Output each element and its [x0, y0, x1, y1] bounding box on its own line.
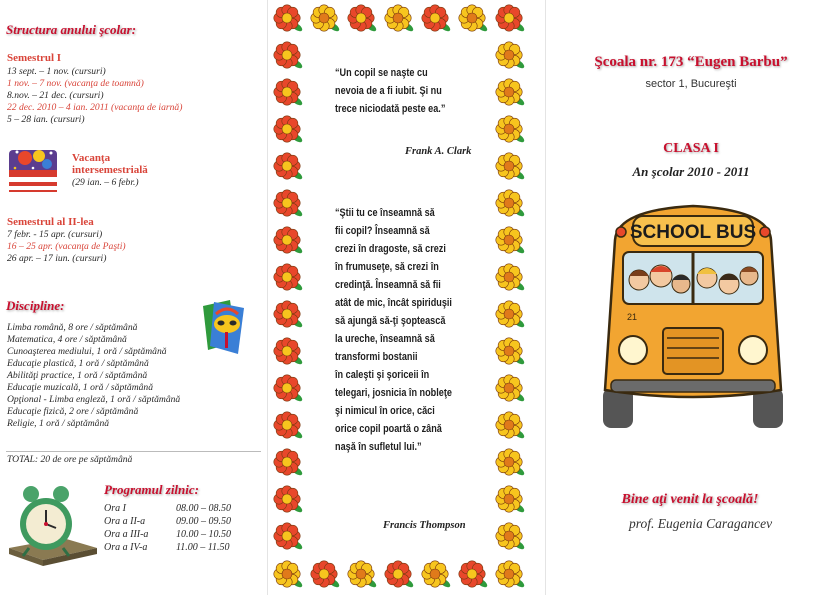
- flower-icon: [274, 449, 304, 477]
- flower-icon: [274, 301, 304, 329]
- semester1-line: 8.nov. – 21 dec. (cursuri): [7, 90, 104, 101]
- program-hour: Ora a II-a: [104, 516, 146, 527]
- quote-1: [335, 64, 445, 118]
- school-name: Şcoala nr. 173 “Eugen Barbu”: [594, 54, 788, 70]
- flower-icon: [496, 5, 526, 33]
- program-interval: 11.00 – 11.50: [176, 542, 230, 553]
- quote-line: atât de mic, încât spiriduşii: [335, 297, 452, 309]
- discipline-item: Abilităţi practice, 1 oră / săptămână: [7, 370, 148, 381]
- school-sector: sector 1, Bucureşti: [645, 78, 737, 90]
- flower-icon: [274, 227, 304, 255]
- quote-2: [335, 204, 452, 456]
- bus-light: [760, 227, 770, 237]
- flower-icon: [459, 5, 489, 33]
- quote-line: crezi în dragoste, să crezi: [335, 243, 446, 255]
- bus-headlight-right: [739, 336, 767, 364]
- flower-icon: [496, 486, 526, 514]
- discipline-item: Religie, 1 oră / săptămână: [7, 418, 110, 429]
- flower-icon: [459, 561, 489, 589]
- flower-icon: [274, 412, 304, 440]
- flower-icon: [311, 561, 341, 589]
- flower-icon: [422, 5, 452, 33]
- discipline-item: Limba română, 8 ore / săptămână: [7, 322, 138, 333]
- teacher-name: prof. Eugenia Caragancev: [629, 516, 773, 531]
- bus-bumper: [611, 380, 775, 392]
- flower-icon: [274, 338, 304, 366]
- quote-line: “Un copil se naşte cu: [335, 67, 428, 79]
- program-interval: 10.00 – 10.50: [176, 529, 231, 540]
- bus-grille: [663, 328, 723, 374]
- quote-line: în caleşti şi şoriceii în: [335, 369, 430, 381]
- discipline-item: Opţional - Limba engleză, 1 oră / săptămână: [7, 394, 181, 405]
- flower-icon: [274, 190, 304, 218]
- flower-icon: [385, 561, 415, 589]
- right-panel: [545, 0, 834, 595]
- table-row: [104, 541, 231, 554]
- flower-icon: [496, 523, 526, 551]
- bus-number: 21: [627, 312, 638, 322]
- program-hour: Ora a III-a: [104, 529, 149, 540]
- flower-icon: [311, 5, 341, 33]
- program-hour: Ora I: [104, 503, 126, 514]
- semester1-line: 1 nov. – 7 nov. (vacanţa de toamnă): [7, 78, 144, 89]
- flower-icon: [496, 561, 526, 589]
- program-interval: 09.00 – 09.50: [176, 516, 231, 527]
- quote-line: şi nimicul în orice, căci: [335, 405, 435, 417]
- flower-icon: [348, 5, 378, 33]
- flower-icon: [385, 5, 415, 33]
- structure-title: Structura anului şcolar:: [6, 22, 137, 37]
- quote-1-author: Frank A. Clark: [405, 146, 472, 157]
- quote-line: naşă în sufletul lui.”: [335, 441, 422, 453]
- class-name: CLASA I: [663, 141, 719, 156]
- middle-panel: [267, 0, 545, 595]
- flower-icon: [348, 561, 378, 589]
- flower-icon: [496, 338, 526, 366]
- semester1-title: Semestrul I: [7, 52, 62, 64]
- flower-icon: [274, 79, 304, 107]
- bus-headlight-left: [619, 336, 647, 364]
- alarm-clock-icon: [3, 482, 99, 566]
- intersemester-block: [72, 152, 182, 189]
- balloons-flag-icon: [5, 144, 63, 196]
- program-title: Programul zilnic:: [104, 482, 199, 497]
- quote-line: să ajungă să-ţi şoptească: [335, 315, 446, 327]
- flower-icon: [274, 486, 304, 514]
- flower-icon: [274, 42, 304, 70]
- flower-icon: [496, 227, 526, 255]
- flower-icon: [496, 449, 526, 477]
- semester2-line: 26 apr. – 17 iun. (cursuri): [7, 253, 107, 264]
- quote-line: nevoia de a fi iubit. Şi nu: [335, 85, 442, 97]
- flower-icon: [274, 523, 304, 551]
- semester2-line: 16 – 25 apr. (vacanţa de Paşti): [7, 241, 126, 252]
- flower-icon: [274, 264, 304, 292]
- semester1-line: 5 – 28 ian. (cursuri): [7, 114, 85, 125]
- flower-icon: [496, 153, 526, 181]
- left-panel: [0, 0, 267, 595]
- quote-line: credinţă. Înseamnă să fii: [335, 279, 441, 291]
- flower-icon: [274, 116, 304, 144]
- flower-icon: [496, 264, 526, 292]
- school-year: An şcolar 2010 - 2011: [632, 164, 750, 179]
- quote-line: fii copil? Înseamnă să: [335, 225, 430, 237]
- school-bus-illustration: [597, 200, 789, 440]
- discipline-item: Educaţie fizică, 2 ore / săptămână: [7, 406, 139, 417]
- table-row: [104, 502, 231, 515]
- flower-icon: [422, 561, 452, 589]
- program-table: [104, 502, 231, 554]
- flower-icon: [496, 412, 526, 440]
- flower-icon: [274, 153, 304, 181]
- flower-icon: [496, 42, 526, 70]
- total-hours: TOTAL: 20 de ore pe săptămână: [7, 454, 133, 465]
- intersemester-dates: (29 ian. – 6 febr.): [72, 177, 139, 188]
- flower-icon: [496, 116, 526, 144]
- divider: [6, 451, 261, 452]
- disciplines-list: [7, 322, 180, 430]
- program-interval: 08.00 – 08.50: [176, 503, 231, 514]
- intersemester-title: Vacanţa intersemestrială: [72, 152, 148, 176]
- disciplines-title: Discipline:: [6, 298, 65, 313]
- carnival-mask-icon: [200, 298, 246, 356]
- discipline-item: Matematica, 4 ore / săptămână: [7, 334, 127, 345]
- discipline-item: Educaţie plastică, 1 oră / săptămână: [7, 358, 149, 369]
- quote-line: transformi bostanii: [335, 351, 418, 363]
- semester1-line: 22 dec. 2010 – 4 ian. 2011 (vacanţa de iarnă): [7, 102, 183, 113]
- discipline-item: Cunoaşterea mediului, 1 oră / săptămână: [7, 346, 167, 357]
- program-hour: Ora a IV-a: [104, 542, 148, 553]
- flower-icon: [496, 301, 526, 329]
- quote-line: la ureche, înseamnă să: [335, 333, 435, 345]
- quote-line: “Ştii tu ce înseamnă să: [335, 207, 435, 219]
- semester1-list: [7, 66, 182, 126]
- bus-light: [616, 227, 626, 237]
- quote-line: în frumuseţe, să crezi în: [335, 261, 439, 273]
- quote-line: trece niciodată peste ea.”: [335, 103, 446, 115]
- semester2-title: Semestrul al II-lea: [7, 216, 94, 228]
- flower-icon: [496, 190, 526, 218]
- flower-icon: [496, 79, 526, 107]
- quote-2-author: Francis Thompson: [383, 520, 466, 531]
- table-row: [104, 528, 231, 541]
- semester2-line: 7 febr. - 15 apr. (cursuri): [7, 229, 103, 240]
- table-row: [104, 515, 231, 528]
- quote-line: telegari, josnicia în nobleţe: [335, 387, 452, 399]
- flower-icon: [274, 561, 304, 589]
- semester1-line: 13 sept. – 1 nov. (cursuri): [7, 66, 106, 77]
- quote-line: orice copil poartă o zână: [335, 423, 442, 435]
- flower-icon: [496, 375, 526, 403]
- flower-icon: [274, 375, 304, 403]
- flower-icon: [274, 5, 304, 33]
- semester2-list: [7, 229, 126, 265]
- bus-sign-text: SCHOOL BUS: [629, 222, 757, 243]
- discipline-item: Educaţie muzicală, 1 oră / săptămână: [7, 382, 154, 393]
- welcome-message: Bine aţi venit la şcoală!: [621, 492, 759, 507]
